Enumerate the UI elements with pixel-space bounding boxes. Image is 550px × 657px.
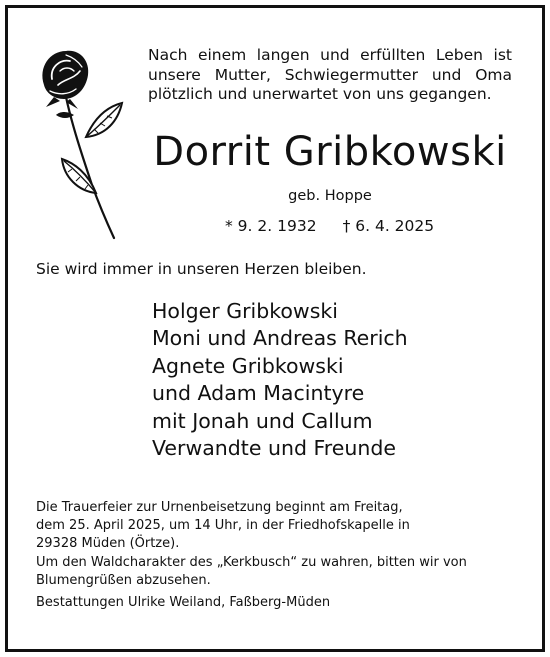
mourner-name: Agnete Gribkowski bbox=[152, 353, 344, 378]
deceased-name: Dorrit Gribkowski bbox=[153, 129, 507, 175]
funeral-info-line: Die Trauerfeier zur Urnenbeisetzung beginnt am Freitag, bbox=[36, 500, 403, 515]
funeral-info-line: Blumengrüßen abzusehen. bbox=[36, 572, 211, 588]
funeral-info-line: Um den Waldcharakter des „Kerkbusch“ zu wahren, bitten wir von bbox=[36, 554, 467, 570]
death-date: † 6. 4. 2025 bbox=[342, 217, 435, 235]
intro-line: Nach einem langen und erfüllten Leben ist bbox=[148, 46, 512, 64]
mourner-name: Verwandte und Freunde bbox=[152, 436, 396, 461]
mourner-name: Moni und Andreas Rerich bbox=[152, 326, 408, 351]
mourner-name: Holger Gribkowski bbox=[152, 299, 338, 323]
intro-line: plötzlich und unerwartet von uns gegangen. bbox=[148, 85, 492, 103]
intro-line: unsere Mutter, Schwiegermutter und Oma bbox=[148, 65, 512, 84]
mourners-list bbox=[152, 298, 408, 462]
maiden-name: geb. Hoppe bbox=[288, 188, 372, 204]
remembrance-line: Sie wird immer in unseren Herzen bleiben. bbox=[36, 260, 367, 278]
rose-icon bbox=[30, 45, 125, 240]
life-dates bbox=[225, 216, 434, 236]
funeral-info-line: dem 25. April 2025, um 14 Uhr, in der Friedhofskapelle in bbox=[36, 518, 410, 534]
funeral-info-line: 29328 Müden (Örtze). bbox=[36, 536, 180, 552]
birth-date: * 9. 2. 1932 bbox=[225, 217, 317, 235]
funeral-info bbox=[36, 499, 516, 590]
mourner-name: mit Jonah und Callum bbox=[152, 408, 373, 433]
mourner-name: und Adam Macintyre bbox=[152, 381, 365, 406]
funeral-home: Bestattungen Ulrike Weiland, Faßberg-Müden bbox=[36, 595, 331, 610]
intro-text bbox=[148, 46, 512, 105]
